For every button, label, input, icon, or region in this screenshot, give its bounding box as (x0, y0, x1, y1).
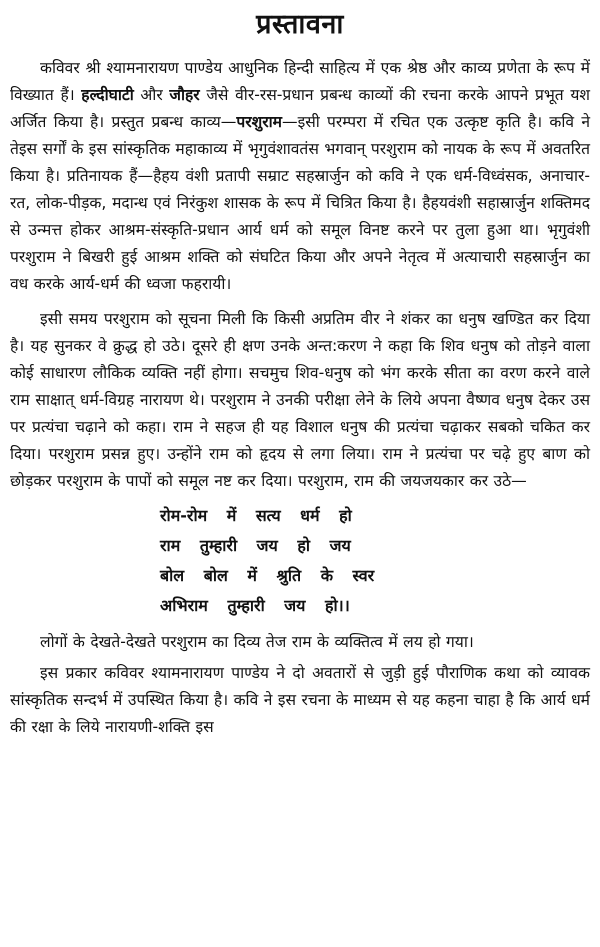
text-segment: जैसे वीर-रस-प्रधान प्रबन्ध काव्यों की रचना करके आपने प्रभूत यश अर्जित किया है। प्रस्तुत प्रबन्ध काव्य— (10, 86, 590, 131)
document-page (0, 4, 600, 947)
verse-line: रोम-रोम में सत्य धर्म हो (160, 506, 352, 525)
page-title: प्रस्तावना (256, 9, 344, 40)
paragraph-intro (10, 55, 590, 298)
text-segment: कविवर श्री श्यामनारायण पाण्डेय आधुनिक हिन्दी साहित्य में एक श्रेष्ठ और काव्य प्रणेता के रूप में विख्यात हैं। (10, 59, 590, 104)
paragraph-summary: इस प्रकार कविवर श्यामनारायण पाण्डेय ने दो अवतारों से जुड़ी हुई पौराणिक कथा को व्यावक सांस्कृतिक सन्दर्भ में उपस्थित किया है। कवि ने इस रचना के माध्यम से यह कहना चाहा है कि आर्य धर्म की रक्षा के लिये नारायणी-शक्ति इस (10, 664, 590, 736)
bold-term-jauhar: जौहर (169, 86, 200, 104)
text-segment: और (133, 86, 170, 104)
paragraph-conclusion-line: लोगों के देखते-देखते परशुराम का दिव्य तेज राम के व्यक्तित्व में लय हो गया। (40, 633, 474, 651)
verse-line: राम तुम्हारी जय हो जय (160, 536, 351, 555)
verse-line: बोल बोल में श्रुति के स्वर (160, 566, 375, 585)
bold-term-haldighati: हल्दीघाटी (81, 86, 134, 104)
verse-line: अभिराम तुम्हारी जय हो।। (160, 596, 350, 615)
text-segment: —इसी परम्परा में रचित एक उत्कृष्ट कृति है। कवि ने तेइस सर्गों के इस सांस्कृतिक महाकाव्य में भृगुवंशावतंस भगवान् परशुराम को नायक के रूप में अवतरित किया है। प्रतिनायक हैं—हैहय वंशी प्रतापी सम्राट सहस्रार्जुन को कवि ने एक धर्म-विध्वंसक, अनाचार-रत, लोक-पीड़क, मदान्ध एवं निरंकुश शासक के रूप में चित्रित किया है। हैहयवंशी सहास्रार्जुन शक्तिमद से उन्मत्त होकर आश्रम-संस्कृति-प्रधान आर्य धर्म को समूल विनष्ट करने पर तुला हुआ था। भृगुवंशी परशुराम ने बिखरी हुई आश्रम शक्ति को संघटित किया और अपने नेतृत्व में अत्याचारी सहस्रार्जुन का वध करके आर्य-धर्म की ध्वजा फहरायी। (10, 113, 590, 293)
verse-block (160, 501, 590, 621)
bold-term-parashuram: परशुराम (236, 113, 282, 131)
paragraph-story: इसी समय परशुराम को सूचना मिली कि किसी अप्रतिम वीर ने शंकर का धनुष खण्डित कर दिया है। यह सुनकर वे क्रुद्ध हो उठे। दूसरे ही क्षण उनके अन्त:करण ने कहा कि शिव धनुष को तोड़ने वाला कोई साधारण लौकिक व्यक्ति नहीं होगा। सचमुच शिव-धनुष को भंग करके सीता का वरण करने वाले राम साक्षात् धर्म-विग्रह नारायण थे। परशुराम ने उनकी परीक्षा लेने के लिये अपना वैष्णव धनुष देकर उस पर प्रत्यंचा चढ़ाने को कहा। राम ने सहज ही यह विशाल धनुष की प्रत्यंचा चढ़ाकर सबको चकित कर दिया। परशुराम प्रसन्न हुए। उन्होंने राम को हृदय से लगा लिया। राम ने प्रत्यंचा पर चढ़े हुए बाण को छोड़कर परशुराम के पापों को समूल नष्ट कर दिया। परशुराम, राम की जयजयकार कर उठे— (10, 310, 590, 490)
